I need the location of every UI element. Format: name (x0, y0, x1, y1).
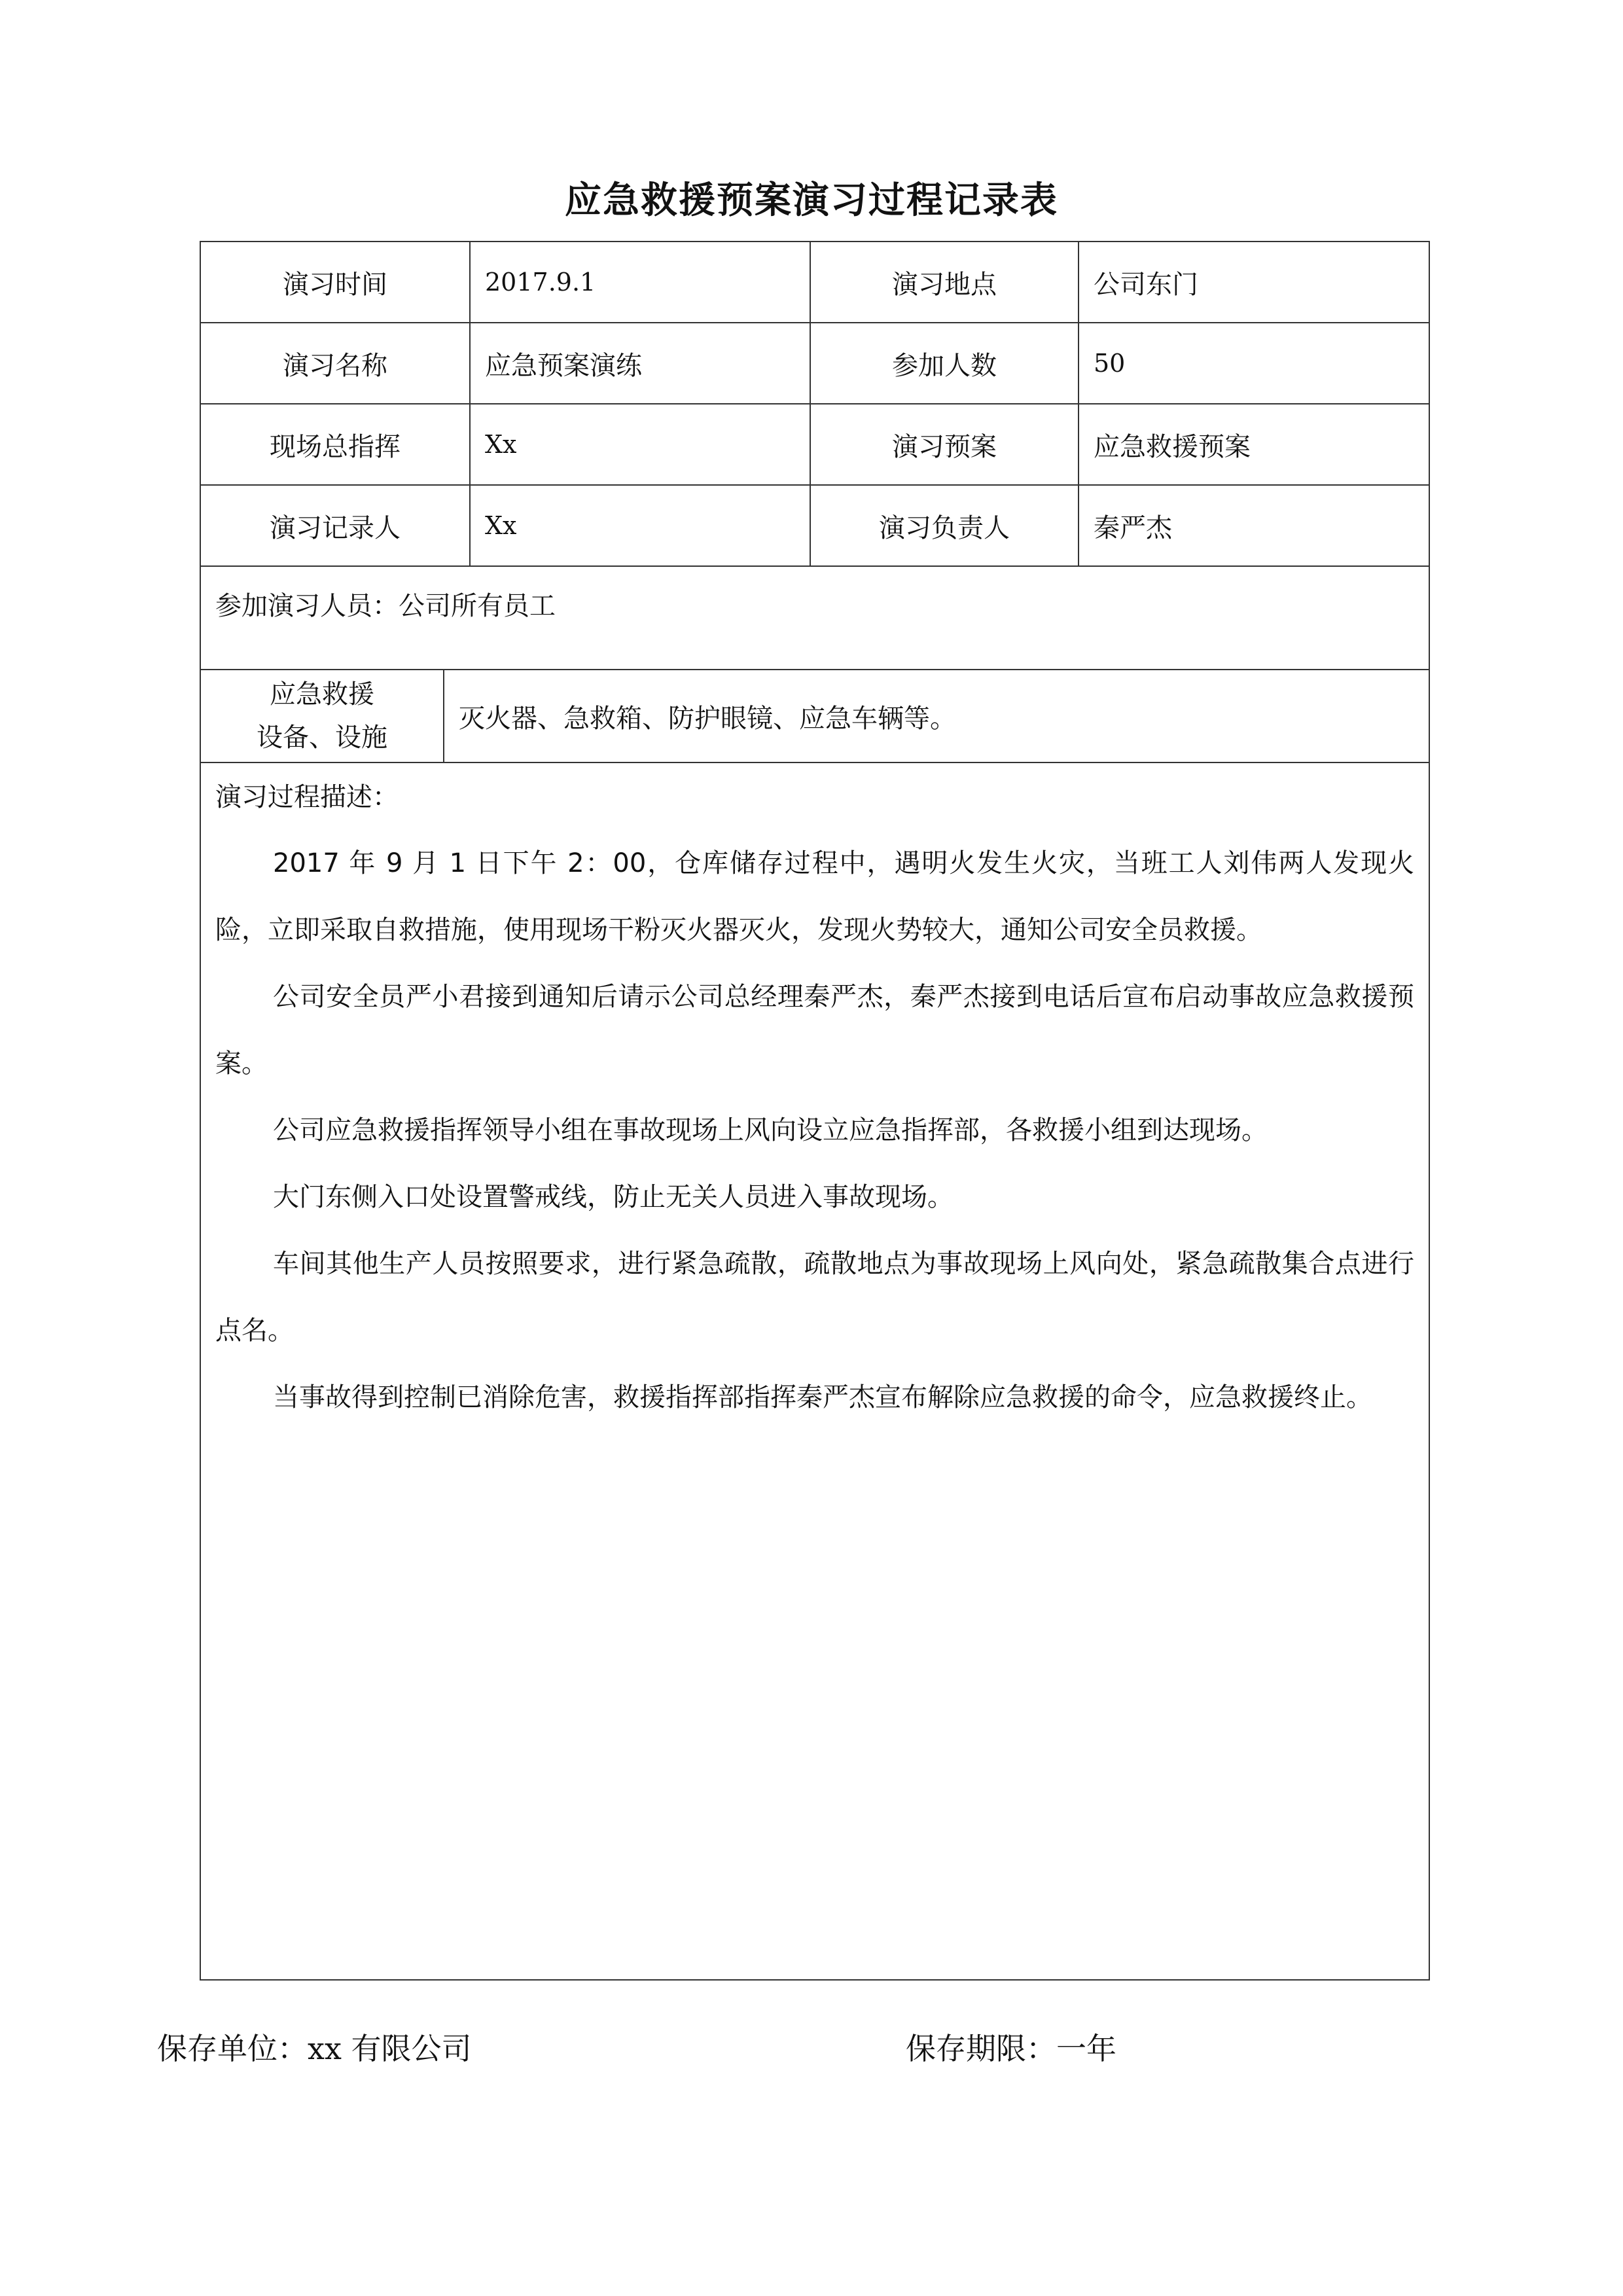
equipment-row (201, 670, 1429, 763)
equipment-label (201, 670, 444, 762)
value-recorder: Xx (471, 486, 811, 565)
description-paragraph: 当事故得到控制已消除危害，救援指挥部指挥秦严杰宣布解除应急救援的命令，应急救援终止。 (273, 1382, 1372, 1412)
table-row (201, 323, 1429, 404)
description-paragraph: 2017 年 9 月 1 日下午 2：00，仓库储存过程中，遇明火发生火灾，当班工人刘伟两人发现火险，立即采取自救措施，使用现场干粉灭火器灭火，发现火势较大，通知公司安全员救援。 (215, 848, 1414, 945)
participants-row (201, 567, 1429, 670)
label-commander: 现场总指挥 (201, 404, 471, 484)
description-paragraph: 公司应急救援指挥领导小组在事故现场上风向设立应急指挥部，各救援小组到达现场。 (273, 1115, 1268, 1145)
value-commander: Xx (471, 404, 811, 484)
label-recorder: 演习记录人 (201, 486, 471, 565)
label-participant-count: 参加人数 (811, 323, 1079, 403)
table-row (201, 486, 1429, 567)
retention-unit-value: xx 有限公司 (308, 2031, 472, 2066)
label-drill-name: 演习名称 (201, 323, 471, 403)
participants-text: 参加演习人员：公司所有员工 (215, 591, 556, 621)
value-person-in-charge: 秦严杰 (1094, 512, 1172, 543)
record-table (200, 241, 1430, 1981)
label-drill-time: 演习时间 (201, 242, 471, 322)
value-drill-time: 2017.9.1 (471, 242, 811, 322)
description-title: 演习过程描述： (215, 782, 399, 812)
table-row (201, 242, 1429, 323)
page-title: 应急救援预案演习过程记录表 (565, 179, 1058, 222)
description-paragraph: 车间其他生产人员按照要求，进行紧急疏散，疏散地点为事故现场上风向处，紧急疏散集合点进行点名。 (215, 1249, 1414, 1346)
description-paragraph: 大门东侧入口处设置警戒线，防止无关人员进入事故现场。 (273, 1182, 954, 1212)
equipment-value: 灭火器、急救箱、防护眼镜、应急车辆等。 (459, 703, 956, 734)
value-participant-count: 50 (1094, 349, 1126, 378)
label-person-in-charge: 演习负责人 (811, 486, 1079, 565)
footer-retention-period (906, 2025, 1116, 2068)
description-section (201, 763, 1429, 1979)
retention-unit-label: 保存单位： (157, 2031, 308, 2066)
retention-period-label: 保存期限： (906, 2031, 1056, 2066)
value-drill-location: 公司东门 (1094, 269, 1198, 300)
equipment-label-line1: 应急救援 (270, 679, 374, 709)
value-drill-name: 应急预案演练 (471, 323, 811, 403)
equipment-label-line2: 设备、设施 (257, 723, 387, 753)
label-drill-plan: 演习预案 (811, 404, 1079, 484)
footer-retention-unit (157, 2025, 472, 2068)
label-drill-location: 演习地点 (811, 242, 1079, 322)
value-drill-plan: 应急救援预案 (1094, 431, 1251, 462)
table-row (201, 404, 1429, 486)
description-paragraph: 公司安全员严小君接到通知后请示公司总经理秦严杰，秦严杰接到电话后宣布启动事故应急救援预案。 (215, 982, 1414, 1079)
retention-period-value: 一年 (1056, 2031, 1116, 2066)
